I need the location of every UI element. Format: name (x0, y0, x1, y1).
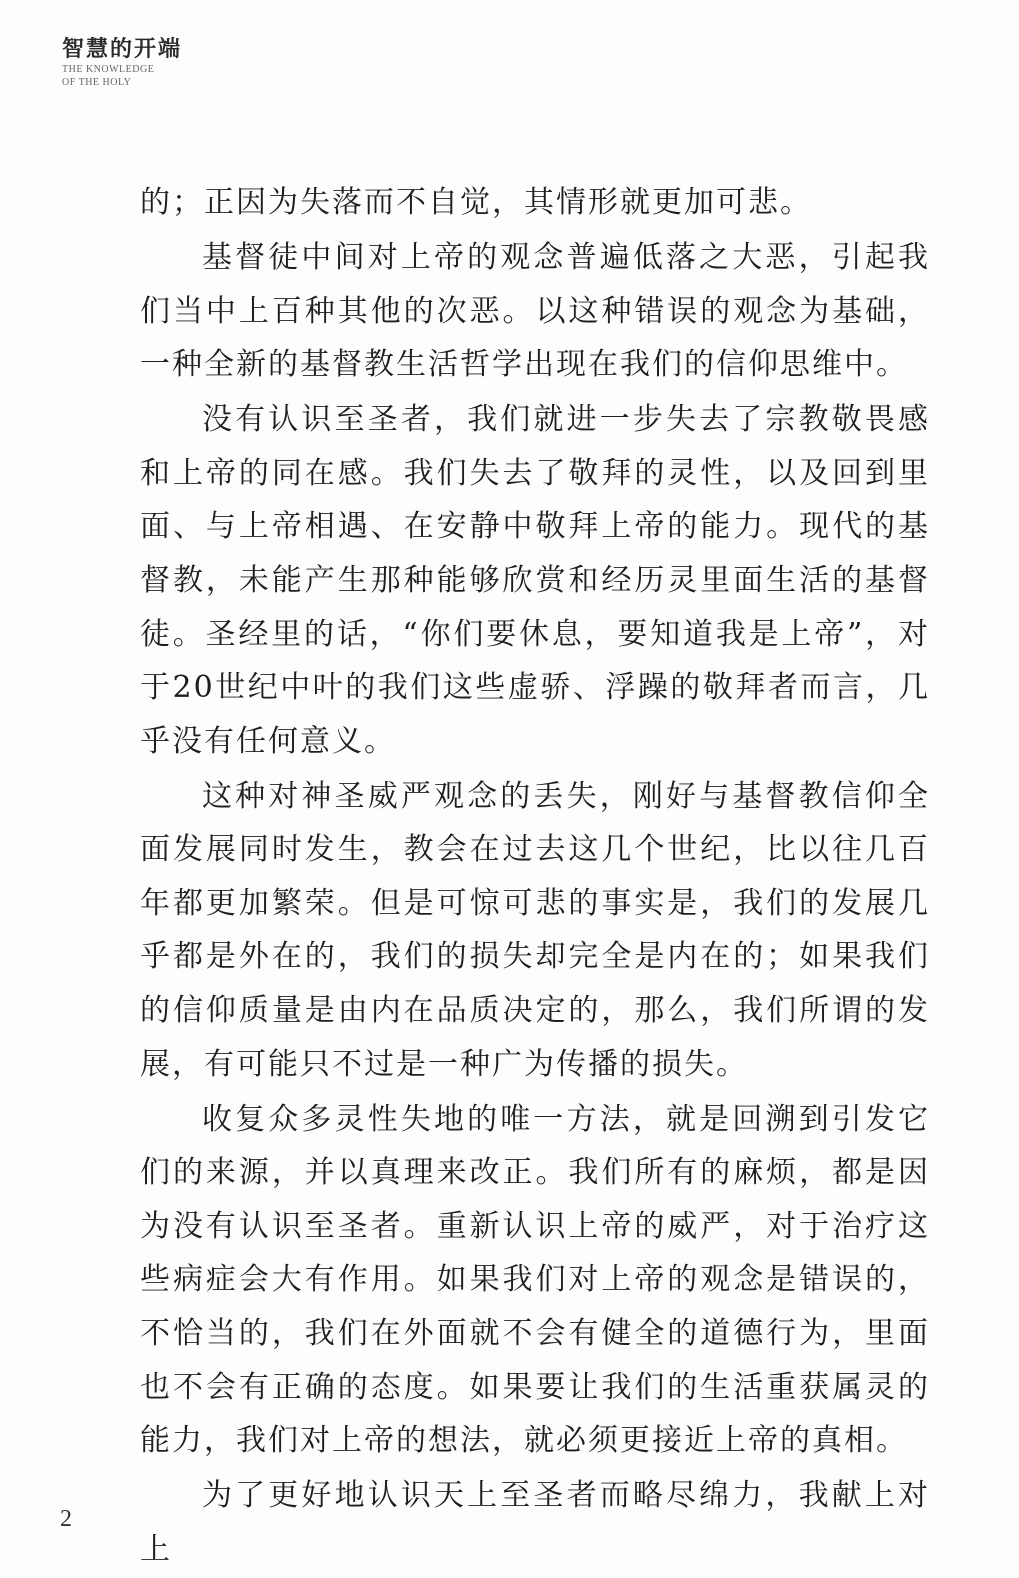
book-title-english-line-2: OF THE HOLY (62, 77, 132, 88)
paragraph: 这种对神圣威严观念的丢失，刚好与基督教信仰全面发展同时发生，教会在过去这几个世纪，比以往几百年都更加繁荣。但是可惊可悲的事实是，我们的发展几乎都是外在的，我们的损失却完全是内在的；如果我们的信仰质量是由内在品质决定的，那么，我们所谓的发展，有可能只不过是一种广为传播的损失。 (140, 778, 930, 1082)
paragraph: 收复众多灵性失地的唯一方法，就是回溯到引发它们的来源，并以真理来改正。我们所有的麻烦，都是因为没有认识至圣者。重新认识上帝的威严，对于治疗这些病症会大有作用。如果我们对上帝的观念是错误的，不恰当的，我们在外面就不会有健全的道德行为，里面也不会有正确的态度。如果要让我们的生活重获属灵的能力，我们对上帝的想法，就必须更接近上帝的真相。 (140, 1101, 930, 1459)
paragraph: 为了更好地认识天上至圣者而略尽绵力，我献上对上 (140, 1478, 930, 1567)
paragraph: 基督徒中间对上帝的观念普遍低落之大恶，引起我们当中上百种其他的次恶。以这种错误的观念为基础，一种全新的基督教生活哲学出现在我们的信仰思维中。 (140, 239, 930, 383)
book-title-chinese: 智慧的开端 (62, 36, 183, 62)
body-text (140, 176, 930, 1578)
book-title-english-line-1: THE KNOWLEDGE (62, 64, 155, 75)
running-header (62, 36, 182, 88)
page-number: 2 (60, 1506, 72, 1532)
paragraph: 没有认识至圣者，我们就进一步失去了宗教敬畏感和上帝的同在感。我们失去了敬拜的灵性，以及回到里面、与上帝相遇、在安静中敬拜上帝的能力。现代的基督教，未能产生那种能够欣赏和经历灵里面生活的基督徒。圣经里的话，“你们要休息，要知道我是上帝”，对于20世纪中叶的我们这些虚骄、浮躁的敬拜者而言，几乎没有任何意义。 (140, 402, 930, 759)
paragraph-continued: 的；正因为失落而不自觉，其情形就更加可悲。 (140, 185, 812, 220)
